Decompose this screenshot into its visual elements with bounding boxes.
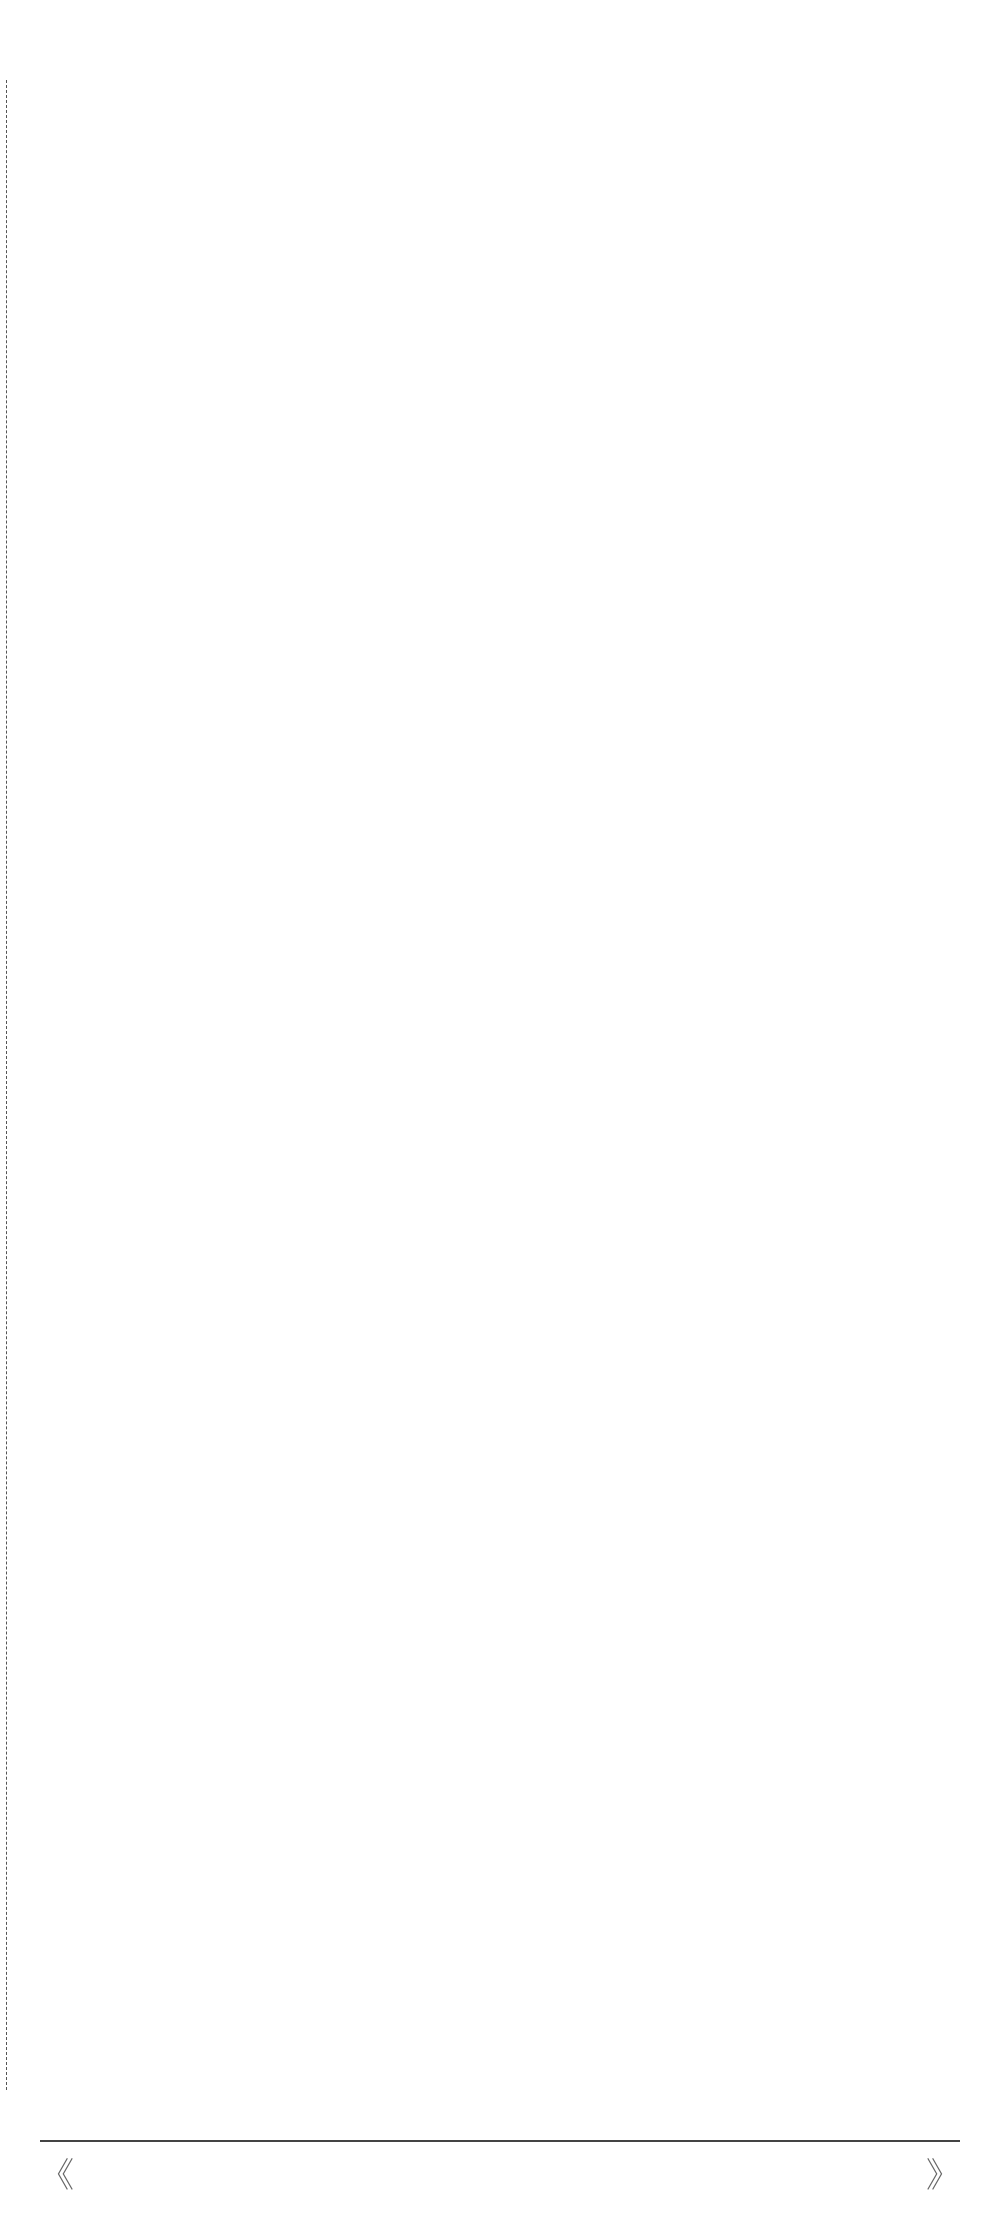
answer-page [34, 96, 984, 556]
answers-part-4a [34, 472, 984, 514]
written-heading [34, 347, 984, 389]
binding-margin [6, 80, 17, 2090]
section-heading-3 [34, 221, 984, 263]
section-heading-2 [34, 96, 984, 138]
footer-text [120, 2152, 166, 2176]
answers-listening [34, 305, 984, 347]
answers-written-3 [34, 430, 984, 472]
answers-part-4b [34, 514, 984, 556]
answers-written-2 [34, 389, 984, 431]
left-arrow-icon: 《 [40, 2156, 74, 2196]
right-arrow-icon: 》 [926, 2156, 960, 2196]
listening-heading [34, 263, 984, 305]
dialogue-label-8-10 [34, 180, 984, 222]
dialogue-label-6-7 [34, 138, 984, 180]
page-footer [40, 2140, 960, 2196]
